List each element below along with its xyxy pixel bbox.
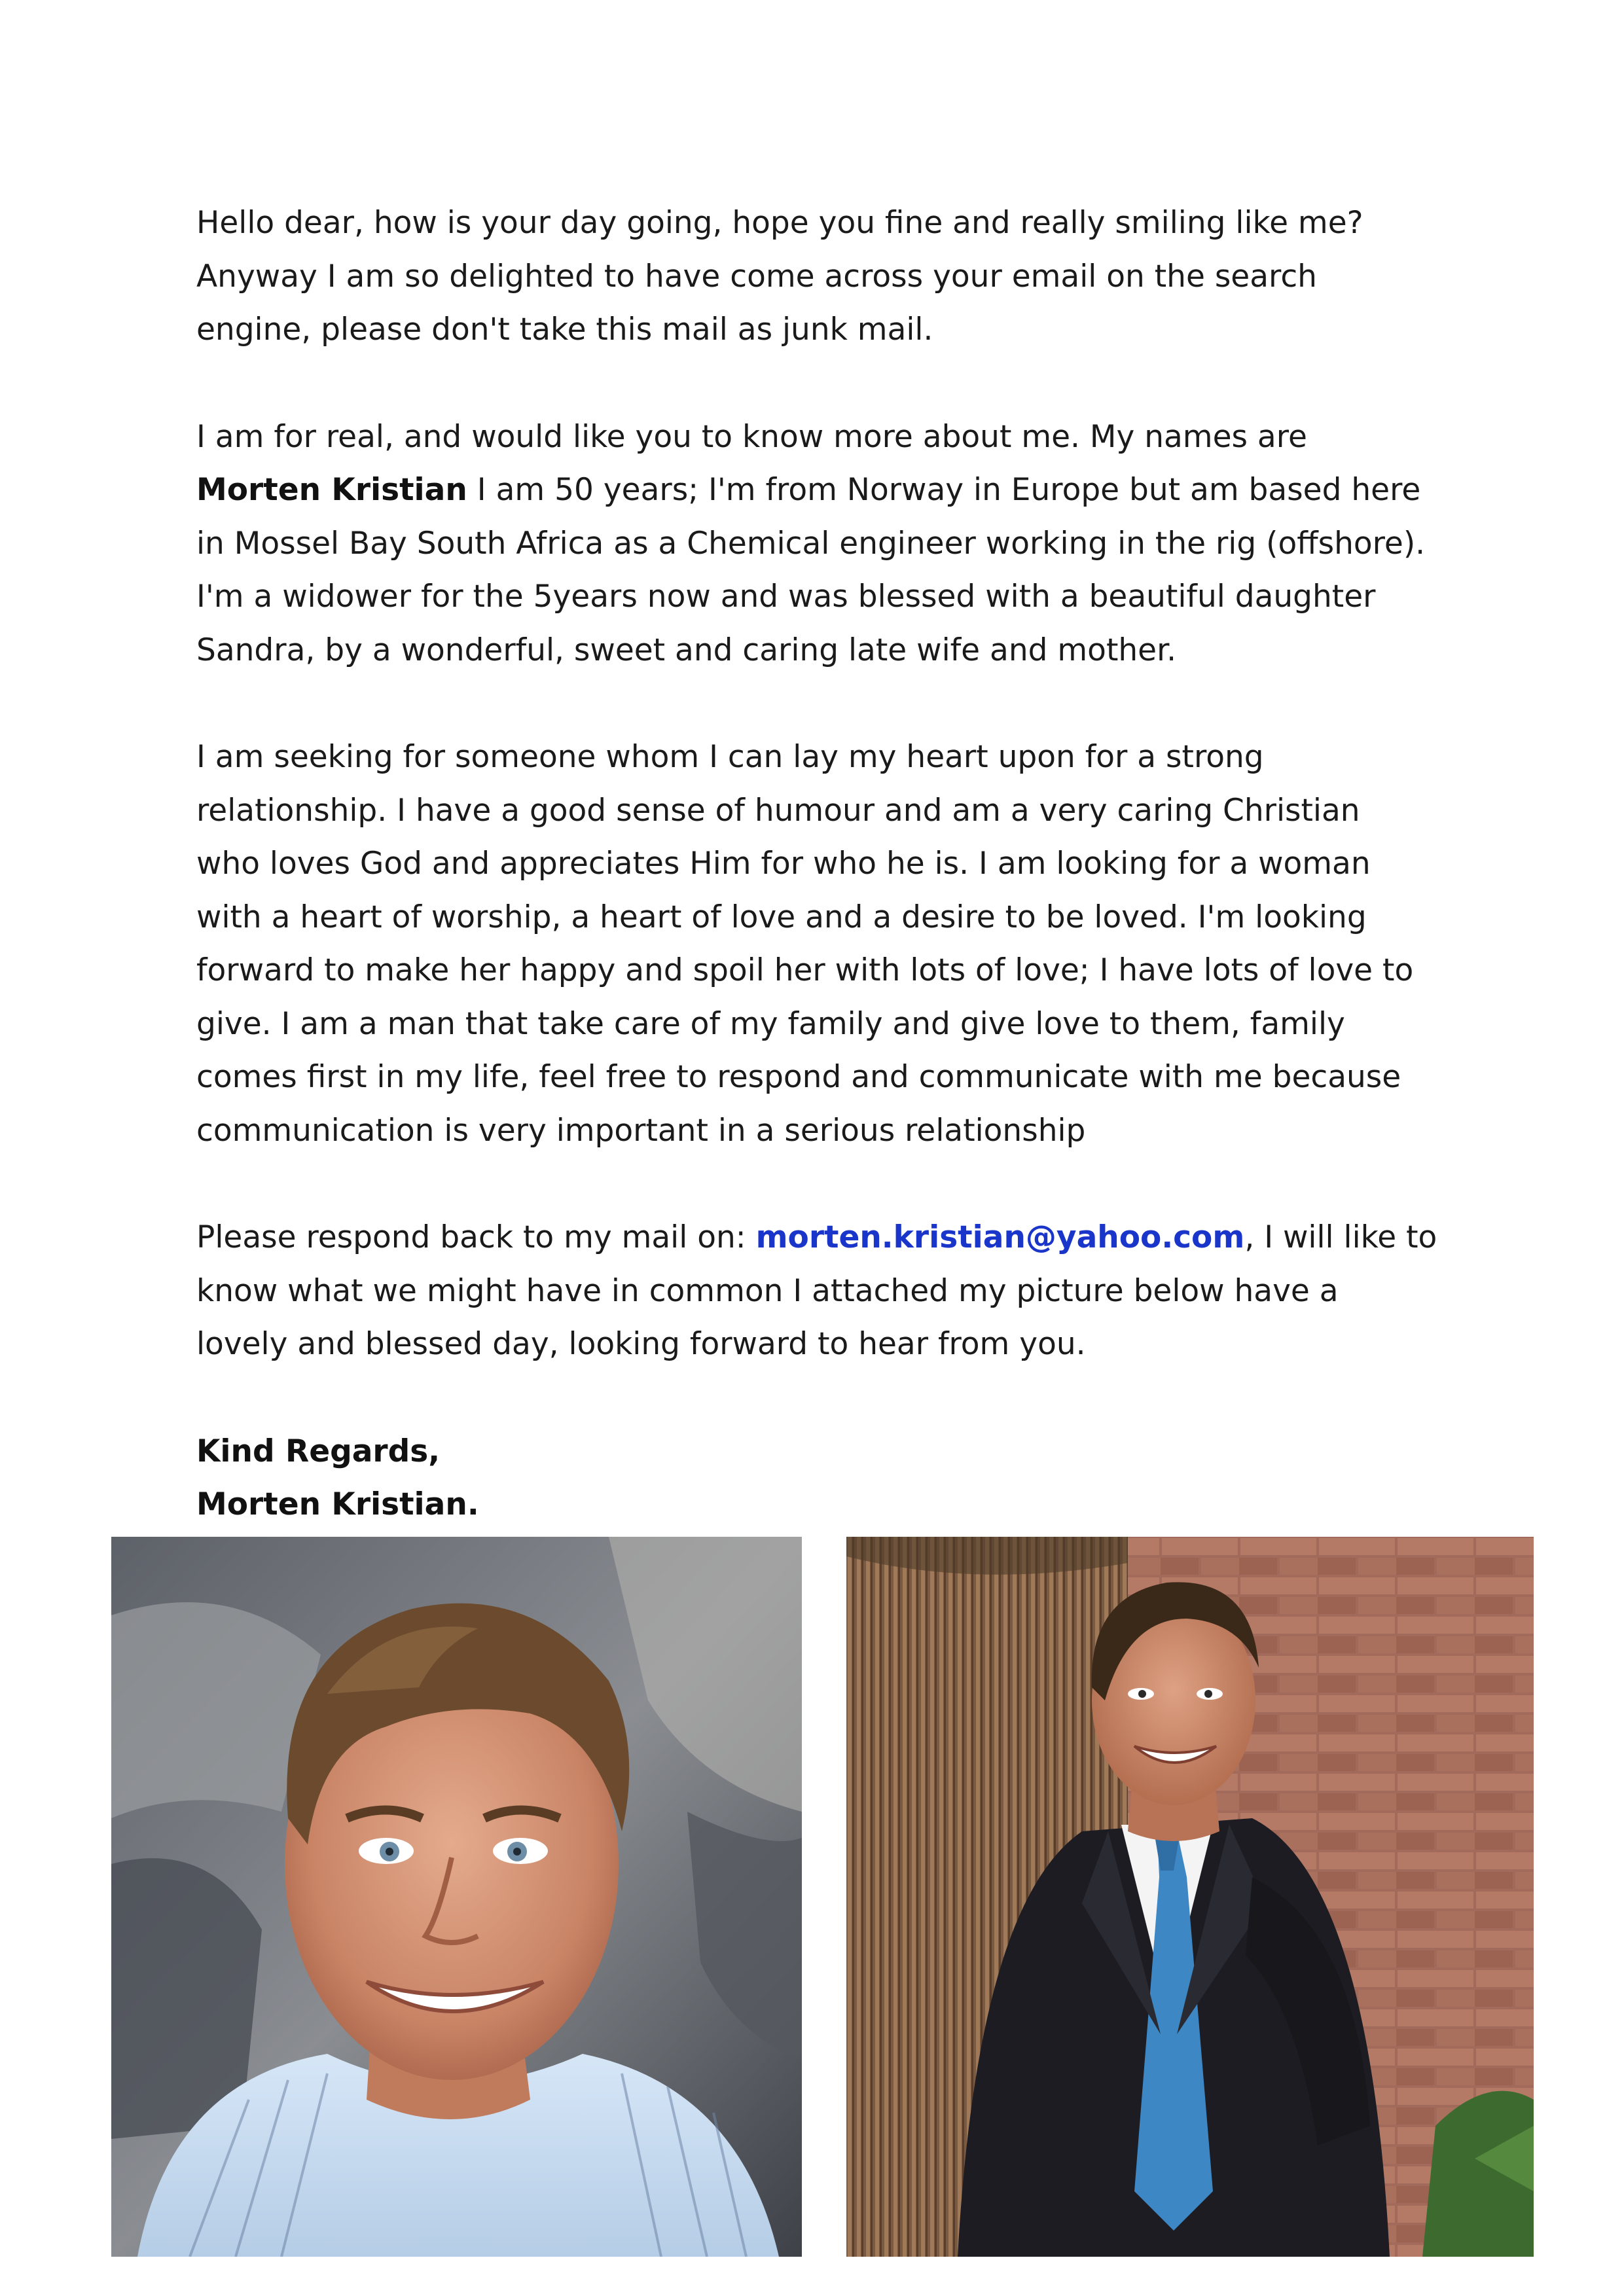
email-link[interactable]: morten.kristian@yahoo.com: [755, 1219, 1245, 1255]
text-line: comes first in my life, feel free to respond and communicate with me because: [196, 1059, 1401, 1095]
text-line: with a heart of worship, a heart of love and a desire to be loved. I'm looking: [196, 899, 1367, 935]
contact-paragraph: [196, 1211, 1460, 1371]
text-line: give. I am a man that take care of my family and give love to them, family: [196, 1005, 1345, 1042]
text-line: [196, 463, 1460, 517]
text-line: in Mossel Bay South Africa as a Chemical engineer working in the rig (offshore).: [196, 525, 1426, 562]
portrait-suit-image: [846, 1537, 1534, 2257]
text-line: Anyway I am so delighted to have come across your email on the search: [196, 258, 1317, 295]
text-line: know what we might have in common I attached my picture below have a: [196, 1272, 1339, 1309]
text-line: Sandra, by a wonderful, sweet and caring late wife and mother.: [196, 632, 1177, 668]
text-fragment: , I will like to: [1244, 1219, 1437, 1255]
text-line: lovely and blessed day, looking forward to hear from you.: [196, 1326, 1086, 1362]
greeting-paragraph: [196, 196, 1460, 357]
text-line: communication is very important in a serious relationship: [196, 1112, 1086, 1149]
text-line: relationship. I have a good sense of humour and am a very caring Christian: [196, 792, 1360, 829]
introduction-paragraph: [196, 410, 1460, 677]
signature-block: [196, 1425, 1460, 1532]
text-line: [196, 1211, 1460, 1265]
seeking-paragraph: [196, 730, 1460, 1157]
text-line: forward to make her happy and spoil her with lots of love; I have lots of love to: [196, 952, 1414, 988]
text-line: who loves God and appreciates Him for who he is. I am looking for a woman: [196, 846, 1371, 882]
letter-body: [196, 196, 1460, 1532]
text-line: I am seeking for someone whom I can lay my heart upon for a strong: [196, 739, 1264, 775]
text-line: engine, please don't take this mail as junk mail.: [196, 312, 933, 348]
text-line: Hello dear, how is your day going, hope you fine and really smiling like me?: [196, 205, 1363, 241]
text-line: I'm a widower for the 5years now and was blessed with a beautiful daughter: [196, 579, 1376, 615]
text-fragment: I am 50 years; I'm from Norway in Europe but am based here: [467, 472, 1421, 508]
text-fragment: Please respond back to my mail on:: [196, 1219, 756, 1255]
portrait-photo-suit: [846, 1537, 1534, 2257]
closing-text: Kind Regards,: [196, 1433, 441, 1469]
text-line: I am for real, and would like you to know more about me. My names are: [196, 418, 1307, 455]
sender-name: Morten Kristian: [196, 472, 467, 508]
portrait-closeup-image: [111, 1537, 802, 2257]
signature-name: Morten Kristian.: [196, 1486, 479, 1522]
portrait-photo-closeup: [111, 1537, 802, 2257]
